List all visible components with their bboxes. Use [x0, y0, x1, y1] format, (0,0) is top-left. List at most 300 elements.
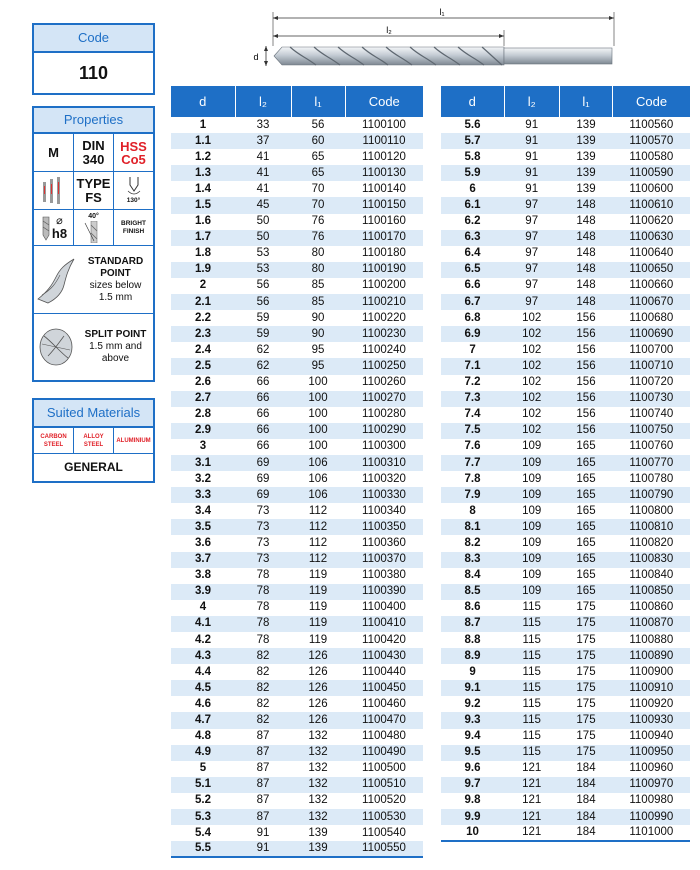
- table-row: [441, 616, 690, 632]
- cell-code: 1100120: [362, 150, 406, 163]
- cell-l2: 115: [522, 633, 541, 646]
- cell-code: 1100650: [613, 262, 690, 278]
- cell-code: 1100750: [613, 423, 690, 439]
- cell-l1: 156: [559, 423, 612, 439]
- cell-d: 6.1: [441, 197, 504, 213]
- cell-l2: 87: [235, 777, 291, 793]
- cell-d: 2.7: [171, 391, 235, 407]
- cell-d: 9.2: [464, 697, 481, 710]
- size-table-right: [441, 86, 690, 842]
- cell-d: 3.6: [195, 536, 211, 549]
- cell-d: 6.3: [441, 230, 504, 246]
- l1-label: l₁: [439, 7, 445, 17]
- table-row: [171, 439, 423, 455]
- cell-d: 8: [469, 504, 476, 517]
- cell-l1: 132: [308, 794, 328, 807]
- standard-point-text: STANDARD POINT sizes below 1.5 mm: [87, 255, 144, 303]
- table-row: [441, 358, 690, 374]
- cell-code: 1100410: [345, 616, 423, 632]
- cell-code: 1100310: [345, 455, 423, 471]
- cell-l1: 100: [291, 391, 345, 407]
- table-row: [171, 809, 423, 825]
- cell-d: 4.2: [195, 633, 211, 646]
- table-row: [441, 262, 690, 278]
- cell-l2: 78: [256, 601, 270, 614]
- cell-l2: 97: [504, 197, 559, 213]
- cell-code: 1100720: [629, 376, 674, 389]
- table-row: [171, 246, 423, 262]
- cell-code: 1100270: [345, 391, 423, 407]
- cell-l1: 60: [291, 133, 345, 149]
- properties-row-2: [34, 172, 153, 210]
- cell-code: 1100340: [362, 504, 406, 517]
- cell-d: 7.7: [441, 455, 504, 471]
- cell-l1: 148: [559, 294, 612, 310]
- cell-d: 5.5: [171, 841, 235, 857]
- cell-l2: 109: [504, 455, 559, 471]
- table-row: [171, 552, 423, 568]
- cell-l2: 66: [235, 423, 291, 439]
- cell-l1: 175: [576, 601, 596, 614]
- cell-d: 7.2: [464, 376, 481, 389]
- cell-l2: 102: [522, 311, 542, 324]
- cell-d: 1.4: [195, 182, 211, 195]
- cell-d: 8.4: [464, 569, 481, 582]
- cell-l1: 132: [291, 777, 345, 793]
- cell-l1: 85: [291, 294, 345, 310]
- cell-d: 9.1: [441, 680, 504, 696]
- table-row: [171, 407, 423, 423]
- split-point-text: SPLIT POINT 1.5 mm and above: [84, 329, 147, 364]
- cell-l2: 82: [235, 712, 291, 728]
- cell-d: 2.3: [171, 326, 235, 342]
- cell-code: 1100180: [362, 247, 406, 260]
- cell-l2: 97: [504, 230, 559, 246]
- cell-code: 1100450: [345, 680, 423, 696]
- cell-code: 1100100: [362, 118, 406, 131]
- table-row: [441, 197, 690, 213]
- table-row: [171, 648, 423, 664]
- cell-d: 6: [469, 182, 476, 195]
- cell-d: 3.5: [171, 519, 235, 535]
- cell-l2: 97: [525, 247, 539, 260]
- cell-l1: 175: [559, 648, 612, 664]
- properties-row-3: [34, 210, 153, 246]
- table-row: [171, 391, 423, 407]
- cell-code: 1100170: [345, 230, 423, 246]
- cell-l1: 112: [308, 536, 328, 549]
- cell-code: 1100760: [629, 440, 674, 453]
- cell-code: 1100710: [613, 358, 690, 374]
- cell-l1: 132: [308, 730, 328, 743]
- table-row: [441, 246, 690, 262]
- cell-l2: 62: [235, 358, 291, 374]
- cell-d: 2.4: [195, 343, 211, 356]
- table-row: [441, 632, 690, 648]
- cell-d: 10: [441, 825, 504, 841]
- cell-l1: 175: [559, 712, 612, 728]
- cell-l1: 148: [559, 230, 612, 246]
- cell-code: 1100500: [362, 762, 406, 775]
- cell-code: 1100230: [345, 326, 423, 342]
- cell-l1: 132: [291, 745, 345, 761]
- cell-d: 1: [199, 118, 207, 131]
- cell-code: 1101000: [613, 825, 690, 841]
- cell-l1: 126: [308, 697, 328, 710]
- cell-l1: 85: [311, 279, 325, 292]
- cell-d: 1.1: [171, 133, 235, 149]
- table-row: [441, 777, 690, 793]
- cell-l1: 139: [576, 150, 596, 163]
- cell-l2: 97: [525, 215, 539, 228]
- cell-d: 4.8: [195, 730, 211, 743]
- cell-d: 4.6: [195, 697, 211, 710]
- table-row: [441, 117, 690, 133]
- code-value: 110: [78, 63, 109, 83]
- cell-d: 4.3: [171, 648, 235, 664]
- cell-l2: 109: [522, 536, 542, 549]
- cell-code: 1100920: [629, 697, 674, 710]
- table-row: [171, 616, 423, 632]
- col-header-l1: l₁: [559, 86, 612, 117]
- cell-l1: 175: [559, 616, 612, 632]
- table-row: [441, 487, 690, 503]
- cell-d: 4.7: [171, 712, 235, 728]
- cell-l2: 66: [256, 376, 270, 389]
- type-fs: TYPE FS: [74, 172, 114, 209]
- cell-l2: 37: [235, 133, 291, 149]
- cell-code: 1100130: [345, 165, 423, 181]
- col-header-d: d: [171, 86, 235, 117]
- cell-l2: 102: [522, 376, 542, 389]
- cell-l1: 126: [308, 665, 328, 678]
- table-row: [171, 197, 423, 213]
- cell-l2: 115: [522, 697, 541, 710]
- table-row: [171, 294, 423, 310]
- cell-l1: 56: [311, 118, 325, 131]
- table-row: [171, 230, 423, 246]
- size-table-left: [171, 86, 423, 858]
- cell-l1: 100: [308, 408, 328, 421]
- table-row: [441, 825, 690, 841]
- cell-l2: 91: [235, 841, 291, 857]
- standard-point-icon: [34, 255, 78, 305]
- table-row: [171, 729, 423, 745]
- cell-d: 8.8: [464, 633, 481, 646]
- cell-d: 7.6: [464, 440, 481, 453]
- material-carbon-steel: CARBON STEEL: [34, 428, 74, 453]
- cell-d: 5.6: [464, 118, 481, 131]
- table-row: [171, 117, 423, 133]
- cell-l1: 156: [559, 391, 612, 407]
- material-aluminium: ALUMINIUM: [116, 437, 151, 444]
- helix-angle-icon: 40°: [74, 210, 114, 245]
- cell-l1: 165: [559, 519, 612, 535]
- cell-l1: 156: [576, 408, 596, 421]
- cell-code: 1100700: [629, 343, 674, 356]
- cell-l2: 41: [256, 182, 270, 195]
- cell-d: 7: [469, 343, 476, 356]
- cell-l2: 115: [504, 745, 559, 761]
- cell-d: 2.9: [171, 423, 235, 439]
- materials-row: [34, 428, 153, 454]
- cell-l2: 102: [522, 408, 542, 421]
- cell-l1: 100: [291, 423, 345, 439]
- cell-l2: 87: [235, 745, 291, 761]
- table-row: [441, 342, 690, 358]
- table-row: [441, 648, 690, 664]
- table-row: [441, 375, 690, 391]
- cell-code: 1100950: [613, 745, 690, 761]
- cell-d: 1.6: [195, 215, 211, 228]
- cell-code: 1100840: [629, 569, 674, 582]
- cell-l1: 106: [291, 487, 345, 503]
- cell-l1: 165: [559, 552, 612, 568]
- code-header: Code: [34, 25, 153, 53]
- cell-l2: 115: [504, 648, 559, 664]
- cell-code: 1100540: [362, 826, 406, 839]
- cell-d: 3.9: [171, 584, 235, 600]
- cell-l1: 156: [576, 376, 596, 389]
- cell-code: 1100570: [613, 133, 690, 149]
- cell-code: 1100460: [362, 697, 406, 710]
- cell-l1: 148: [576, 279, 596, 292]
- cell-l1: 90: [311, 311, 325, 324]
- cell-d: 6.9: [441, 326, 504, 342]
- l2-label: l₂: [386, 25, 392, 35]
- cell-l2: 87: [235, 809, 291, 825]
- cell-code: 1100620: [629, 215, 674, 228]
- table-row: [171, 664, 423, 680]
- din-standard: DIN 340: [74, 134, 114, 171]
- cell-l2: 53: [256, 247, 270, 260]
- cell-l1: 119: [308, 601, 328, 614]
- split-point-icon: [34, 322, 78, 372]
- cell-code: 1100890: [613, 648, 690, 664]
- cell-l2: 82: [256, 665, 270, 678]
- cell-l1: 126: [291, 648, 345, 664]
- cell-l2: 69: [256, 472, 270, 485]
- cell-code: 1100820: [629, 536, 674, 549]
- cell-l2: 109: [522, 504, 542, 517]
- table-row: [441, 181, 690, 197]
- table-row: [171, 696, 423, 712]
- cell-l2: 91: [504, 165, 559, 181]
- cell-l2: 115: [522, 665, 541, 678]
- cell-l2: 91: [525, 118, 539, 131]
- cell-code: 1100670: [613, 294, 690, 310]
- cell-code: 1100360: [362, 536, 406, 549]
- cell-d: 2.6: [195, 376, 211, 389]
- table-row: [171, 793, 423, 809]
- cell-d: 9.9: [441, 809, 504, 825]
- table-row: [171, 455, 423, 471]
- cell-l2: 66: [235, 391, 291, 407]
- cell-code: 1100440: [362, 665, 406, 678]
- cell-d: 7.1: [441, 358, 504, 374]
- cell-l2: 102: [504, 358, 559, 374]
- cell-d: 5.4: [195, 826, 211, 839]
- cell-l1: 165: [576, 472, 596, 485]
- col-header-d: d: [441, 86, 504, 117]
- cell-code: 1100350: [345, 519, 423, 535]
- cell-code: 1100380: [362, 569, 406, 582]
- cell-l2: 115: [504, 616, 559, 632]
- table-row: [171, 568, 423, 584]
- table-row: [171, 825, 423, 841]
- cell-d: 9.7: [441, 777, 504, 793]
- cell-d: 6.6: [464, 279, 481, 292]
- cell-l1: 156: [576, 343, 596, 356]
- properties-box: [32, 106, 155, 382]
- table-row: [171, 326, 423, 342]
- cell-l1: 184: [559, 809, 612, 825]
- cell-code: 1100790: [613, 487, 690, 503]
- table-row: [441, 584, 690, 600]
- cell-l2: 66: [256, 408, 270, 421]
- table-row: [441, 809, 690, 825]
- cell-l2: 62: [256, 343, 270, 356]
- table-row: [441, 455, 690, 471]
- cell-d: 5: [199, 762, 207, 775]
- table-row: [171, 761, 423, 777]
- cell-l2: 97: [504, 294, 559, 310]
- cell-code: 1100520: [362, 794, 406, 807]
- cell-code: 1100830: [613, 552, 690, 568]
- cell-l1: 132: [291, 809, 345, 825]
- cell-code: 1100420: [362, 633, 406, 646]
- cell-d: 2.1: [171, 294, 235, 310]
- table-row: [171, 777, 423, 793]
- cell-code: 1100730: [613, 391, 690, 407]
- table-row: [441, 503, 690, 519]
- cell-d: 8.3: [441, 552, 504, 568]
- cell-d: 6.5: [441, 262, 504, 278]
- cell-code: 1100220: [362, 311, 406, 324]
- cell-d: 6.7: [441, 294, 504, 310]
- cell-l2: 121: [522, 794, 542, 807]
- cell-l2: 109: [504, 519, 559, 535]
- cell-l1: 165: [576, 536, 596, 549]
- cell-l2: 73: [256, 536, 270, 549]
- cell-code: 1100160: [362, 215, 406, 228]
- table-header-row: [171, 86, 423, 117]
- cell-l2: 50: [235, 230, 291, 246]
- table-row: [441, 535, 690, 551]
- cell-code: 1100150: [345, 197, 423, 213]
- cell-l2: 102: [522, 343, 542, 356]
- cell-code: 1100930: [613, 712, 690, 728]
- cell-l1: 165: [559, 487, 612, 503]
- table-row: [441, 149, 690, 165]
- cell-d: 5.3: [171, 809, 235, 825]
- cell-l2: 33: [256, 118, 270, 131]
- cell-l1: 126: [291, 712, 345, 728]
- cell-code: 1100610: [613, 197, 690, 213]
- cell-code: 1100190: [345, 262, 423, 278]
- cell-d: 5.9: [441, 165, 504, 181]
- drill-drawing: [246, 6, 626, 70]
- cell-l1: 156: [559, 358, 612, 374]
- cell-d: 4: [199, 601, 207, 614]
- cell-code: 1100590: [613, 165, 690, 181]
- cell-code: 1100690: [613, 326, 690, 342]
- cell-l2: 87: [256, 762, 270, 775]
- table-row: [171, 632, 423, 648]
- cell-l2: 109: [522, 440, 542, 453]
- cell-l1: 65: [291, 165, 345, 181]
- cell-code: 1100550: [345, 841, 423, 857]
- cell-l2: 45: [235, 197, 291, 213]
- cell-l2: 109: [522, 569, 542, 582]
- cell-code: 1100640: [629, 247, 674, 260]
- cell-l1: 139: [559, 133, 612, 149]
- cell-l1: 90: [291, 326, 345, 342]
- cell-code: 1100370: [345, 552, 423, 568]
- cell-d: 8.7: [441, 616, 504, 632]
- cell-code: 1100850: [613, 584, 690, 600]
- cell-l2: 121: [504, 825, 559, 841]
- cell-d: 9.4: [464, 730, 481, 743]
- cell-l2: 102: [504, 326, 559, 342]
- cell-code: 1100320: [362, 472, 406, 485]
- general-label: GENERAL: [64, 460, 123, 474]
- suited-materials-header: Suited Materials: [34, 400, 153, 428]
- cell-d: 1.2: [195, 150, 211, 163]
- cell-l1: 165: [576, 569, 596, 582]
- table-row: [441, 230, 690, 246]
- table-row: [441, 407, 690, 423]
- table-row: [441, 133, 690, 149]
- cell-l1: 175: [559, 745, 612, 761]
- cell-d: 2.8: [195, 408, 211, 421]
- cell-code: 1100140: [362, 182, 406, 195]
- table-row: [441, 165, 690, 181]
- cell-l1: 148: [576, 215, 596, 228]
- cell-code: 1100600: [629, 182, 674, 195]
- table-row: [171, 503, 423, 519]
- cell-d: 7.3: [441, 391, 504, 407]
- cell-l2: 50: [256, 215, 270, 228]
- cell-l2: 91: [256, 826, 270, 839]
- cell-code: 1100580: [629, 150, 674, 163]
- cell-code: 1100210: [345, 294, 423, 310]
- cell-d: 7.9: [441, 487, 504, 503]
- table-row: [441, 664, 690, 680]
- cell-l1: 184: [559, 825, 612, 841]
- suited-materials-box: [32, 398, 155, 483]
- cell-d: 2.2: [195, 311, 211, 324]
- cell-d: 3.1: [171, 455, 235, 471]
- cell-d: 1.7: [171, 230, 235, 246]
- code-box: [32, 23, 155, 95]
- cell-d: 7.5: [441, 423, 504, 439]
- table-row: [171, 680, 423, 696]
- cell-l1: 106: [308, 472, 328, 485]
- cell-d: 1.9: [171, 262, 235, 278]
- cell-l1: 76: [311, 215, 325, 228]
- drill-shank: [504, 48, 612, 64]
- table-row: [171, 310, 423, 326]
- cell-d: 4.5: [171, 680, 235, 696]
- col-header-code: Code: [345, 86, 423, 117]
- cell-d: 2: [199, 279, 207, 292]
- cell-l2: 78: [235, 584, 291, 600]
- diameter-icon: ⌀: [56, 214, 63, 227]
- cell-code: 1100560: [629, 118, 674, 131]
- cell-code: 1100810: [613, 519, 690, 535]
- cell-code: 1100530: [345, 809, 423, 825]
